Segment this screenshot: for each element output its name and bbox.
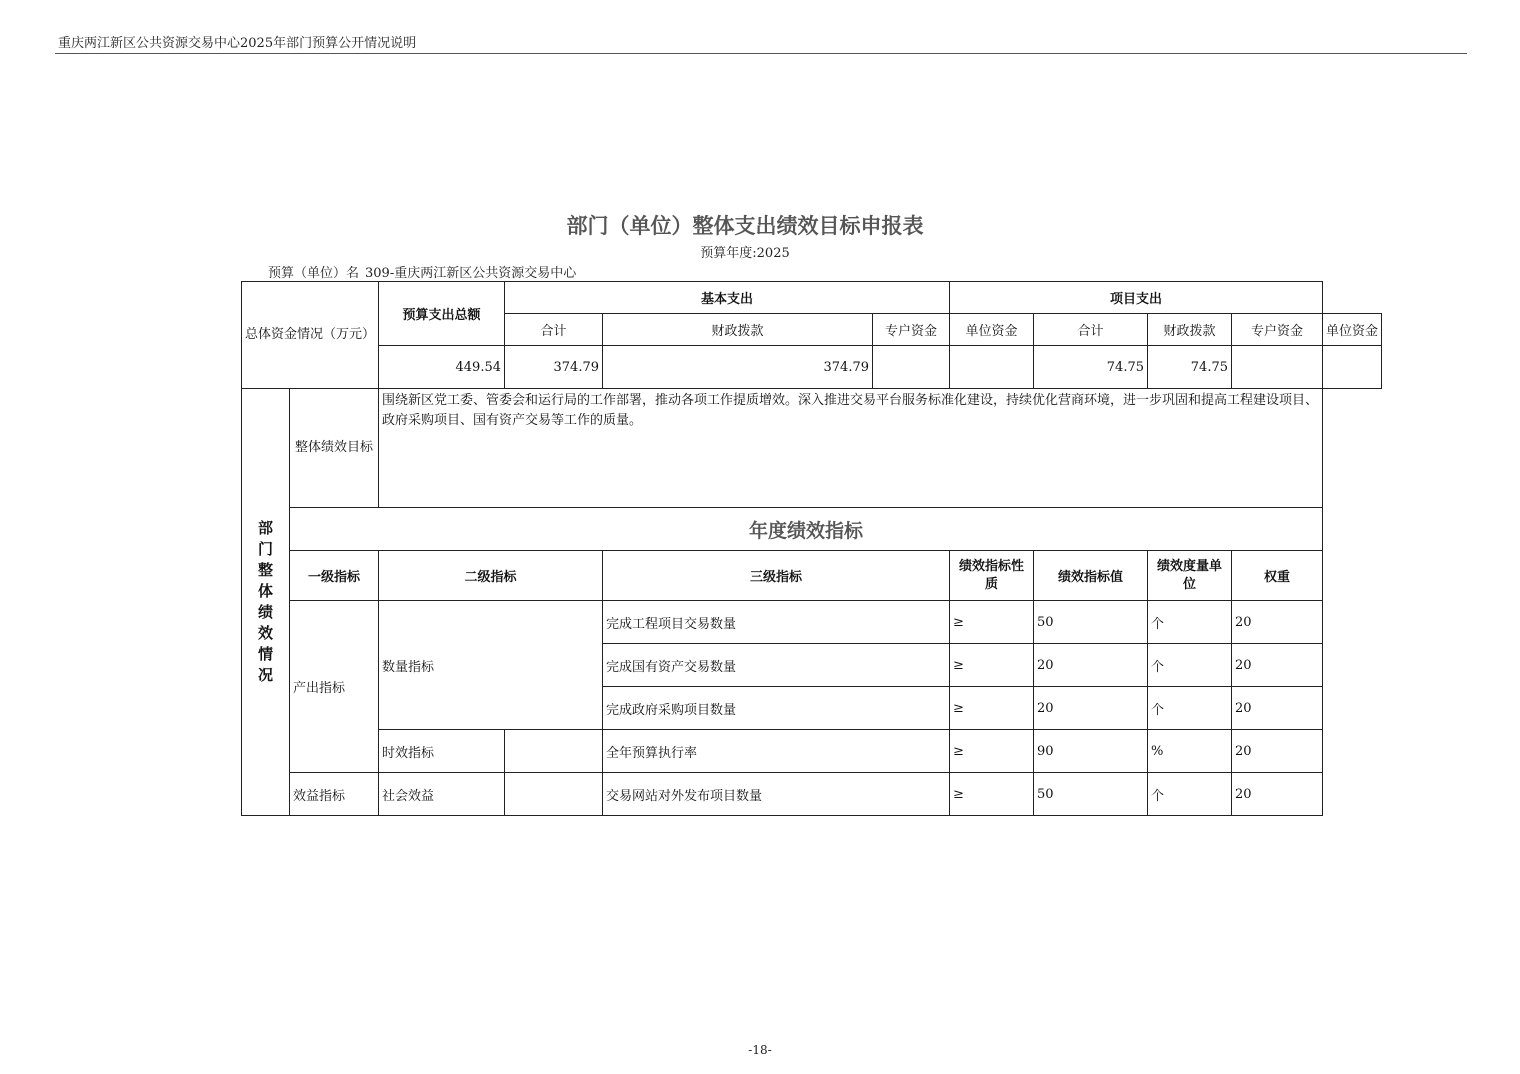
- unit-value: 309-重庆两江新区公共资源交易中心: [365, 266, 577, 281]
- section-label-char: 效: [257, 624, 273, 642]
- project-total-header: 合计: [1034, 314, 1148, 346]
- total-budget-value: 449.54: [379, 346, 505, 389]
- section-label-char: 况: [257, 666, 273, 684]
- social-benefit-label: 社会效益: [379, 773, 505, 816]
- indicator-name: 完成工程项目交易数量: [603, 601, 950, 644]
- basic-special-value: [873, 346, 950, 389]
- project-special-header: 专户资金: [1232, 314, 1323, 346]
- basic-total-value: 374.79: [505, 346, 603, 389]
- project-expense-header: 项目支出: [950, 282, 1323, 314]
- section-label-char: 体: [257, 582, 273, 600]
- project-fiscal-header: 财政拨款: [1148, 314, 1232, 346]
- weight-header: 权重: [1232, 551, 1323, 601]
- indicator-value: 20: [1034, 644, 1148, 687]
- indicator-value: 50: [1034, 601, 1148, 644]
- indicator-nature: ≥: [950, 730, 1034, 773]
- unit-label: 预算（单位）名: [268, 266, 360, 281]
- performance-table: [241, 281, 1382, 816]
- indicator-value: 50: [1034, 773, 1148, 816]
- social-sub-blank: [505, 773, 603, 816]
- project-unit-header: 单位资金: [1323, 314, 1382, 346]
- project-special-value: [1232, 346, 1323, 389]
- page-number: -18-: [748, 1043, 772, 1057]
- section-label-char: 整: [257, 561, 273, 579]
- indicator-name: 完成政府采购项目数量: [603, 687, 950, 730]
- running-header: 重庆两江新区公共资源交易中心2025年部门预算公开情况说明: [58, 36, 417, 51]
- project-total-value: 74.75: [1034, 346, 1148, 389]
- section-label: [242, 389, 290, 816]
- basic-fiscal-header: 财政拨款: [603, 314, 873, 346]
- value-header: 绩效指标值: [1034, 551, 1148, 601]
- overall-goal-text: 围绕新区党工委、管委会和运行局的工作部署，推动各项工作提质增效。深入推进交易平台服务标准化建设，持续优化营商环境，进一步巩固和提高工程建设项目、政府采购项目、国有资产交易等工作的质量。: [379, 389, 1323, 508]
- basic-expense-header: 基本支出: [505, 282, 950, 314]
- section-label-char: 情: [257, 645, 273, 663]
- level2-header: 二级指标: [379, 551, 603, 601]
- header-rule: [55, 53, 1467, 54]
- output-indicator-label: 产出指标: [290, 601, 379, 773]
- funds-row-label-text: 总体资金情况（万元）: [245, 327, 376, 342]
- indicator-value: 20: [1034, 687, 1148, 730]
- project-fiscal-value: 74.75: [1148, 346, 1232, 389]
- indicator-nature: ≥: [950, 773, 1034, 816]
- indicator-weight: 20: [1232, 601, 1323, 644]
- indicator-value: 90: [1034, 730, 1148, 773]
- unit-line: [268, 262, 576, 281]
- unit-header: 绩效度量单位: [1148, 551, 1232, 601]
- annual-indicators-title: 年度绩效指标: [290, 508, 1323, 551]
- basic-unit-value: [950, 346, 1034, 389]
- indicator-nature: ≥: [950, 644, 1034, 687]
- budget-year: 预算年度:2025: [700, 246, 790, 261]
- overall-goal-label: 整体绩效目标: [290, 389, 379, 508]
- indicator-unit: 个: [1148, 601, 1232, 644]
- section-label-char: 部: [257, 519, 273, 537]
- basic-total-header: 合计: [505, 314, 603, 346]
- benefit-indicator-label: 效益指标: [290, 773, 379, 816]
- timeliness-indicator-label: 时效指标: [379, 730, 505, 773]
- document-title: 部门（单位）整体支出绩效目标申报表: [566, 214, 924, 238]
- basic-unit-header: 单位资金: [950, 314, 1034, 346]
- nature-header: 绩效指标性质: [950, 551, 1034, 601]
- indicator-weight: 20: [1232, 730, 1323, 773]
- indicator-name: 全年预算执行率: [603, 730, 950, 773]
- level1-header: 一级指标: [290, 551, 379, 601]
- project-unit-value: [1323, 346, 1382, 389]
- total-budget-header: 预算支出总额: [379, 282, 505, 346]
- basic-fiscal-value: 374.79: [603, 346, 873, 389]
- indicator-unit: 个: [1148, 644, 1232, 687]
- indicator-unit: %: [1148, 730, 1232, 773]
- indicator-unit: 个: [1148, 687, 1232, 730]
- timeliness-sub-blank: [505, 730, 603, 773]
- basic-special-header: 专户资金: [873, 314, 950, 346]
- section-label-char: 门: [257, 540, 273, 558]
- indicator-unit: 个: [1148, 773, 1232, 816]
- indicator-weight: 20: [1232, 687, 1323, 730]
- funds-row-label: [242, 282, 379, 389]
- indicator-nature: ≥: [950, 687, 1034, 730]
- indicator-weight: 20: [1232, 773, 1323, 816]
- indicator-weight: 20: [1232, 644, 1323, 687]
- level3-header: 三级指标: [603, 551, 950, 601]
- quantity-indicator-label: 数量指标: [379, 601, 603, 730]
- indicator-nature: ≥: [950, 601, 1034, 644]
- indicator-name: 完成国有资产交易数量: [603, 644, 950, 687]
- indicator-name: 交易网站对外发布项目数量: [603, 773, 950, 816]
- section-label-char: 绩: [257, 603, 273, 621]
